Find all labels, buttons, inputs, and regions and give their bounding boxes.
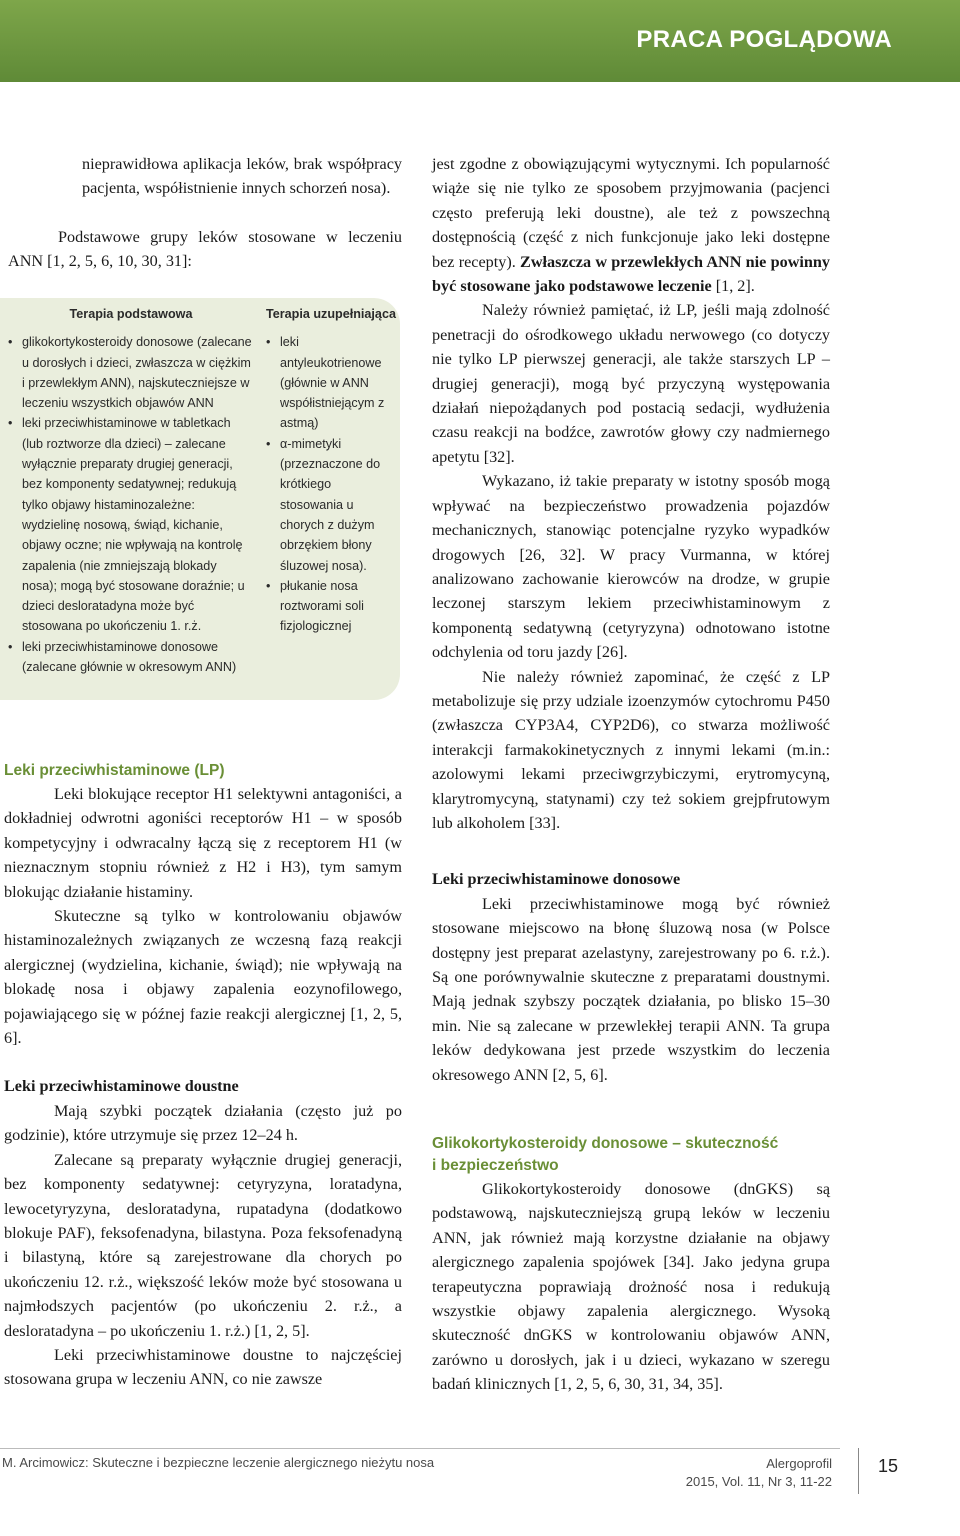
list-item: • α-mimetyki (przeznaczone do krótkiego stosowania u chorych z dużym obrzękiem błony śluzowej nosa).	[266, 434, 390, 576]
list-item: • glikokortykosteroidy donosowe (zalecane u dorosłych i dzieci, zwłaszcza w ciężkim i przewlekłym ANN), najskuteczniejsze w leczeniu wszystkich objawów ANN	[8, 332, 254, 413]
basic-therapy-list	[8, 332, 254, 677]
lp-paragraph-2: Skuteczne są tylko w kontrolowaniu objawów histaminozależnych związanych ze wczesną fazą reakcji alergicznej (wydzielina, kichanie, świąd); nie wpływają na blokadę nosa i objawy zapalenia eozynofilowego, pojawiającego się w późnej fazie reakcji alergicznej [1, 2, 5, 6].	[4, 907, 402, 1048]
gks-heading-line-2: i bezpieczeństwo	[432, 1157, 559, 1175]
left-column	[4, 760, 402, 1392]
right-paragraph-2: Należy również pamiętać, iż LP, jeśli mają zdolność penetracji do ośrodkowego układu nerwowego (co dotyczy nie tylko LP pierwszej generacji, ale także starszych LP – drugiej generacji), mogą być przyczyną występowania działań niepożądanych pod postacią sedacji, wydłużenia czasu reakcji na bodźce, zawrotów głowy czy nadmiernego apetytu [32].	[432, 301, 830, 466]
right-column	[432, 152, 830, 1397]
list-item: • leki przeciwhistaminowe donosowe (zalecane głównie w okresowym ANN)	[8, 637, 254, 678]
supplementary-therapy-heading: Terapia uzupełniająca	[266, 307, 396, 321]
gks-heading	[432, 1133, 830, 1177]
oral-paragraph-1: Mają szybki początek działania (często już po godzinie), które utrzymuje się przez 12–24 h.	[4, 1101, 402, 1145]
section-banner	[0, 0, 960, 82]
oral-paragraph-3: Leki przeciwhistaminowe doustne to najczęściej stosowana grupa w leczeniu ANN, co nie zawsze	[4, 1345, 402, 1389]
footer-divider	[858, 1448, 859, 1494]
page-footer	[0, 1448, 960, 1508]
lp-paragraph-1: Leki blokujące receptor H1 selektywni antagoniści, a dokładniej odwrotni agoniści receptorów H1 – w sposób kompetycyjny i odwracalny łączą się z receptorem H1 (w nieznacznym stopniu również z H2 i H3), tym samym blokując działanie histaminy.	[4, 785, 402, 901]
therapy-table-box	[0, 298, 400, 700]
nasal-paragraph: Leki przeciwhistaminowe mogą być również stosowane miejscowo na błonę śluzową nosa (w Polsce dostępny jest preparat azelastyny, zarejestrowany po 6. r.ż.). Są one porównywalnie skuteczne z preparatami doustnymi. Mają jednak szybszy początek działania, po blisko 15–30 min. Nie są zalecane w przewlekłej terapii ANN. Ta grupa leków dedykowana jest przede wszystkim do leczenia okresowego ANN [2, 5, 6].	[432, 894, 830, 1084]
page-number: 15	[878, 1456, 899, 1476]
journal-name: Alergoprofil	[766, 1456, 832, 1471]
intro-paragraph-2: Podstawowe grupy leków stosowane w leczeniu ANN [1, 2, 5, 6, 10, 30, 31]:	[8, 227, 402, 271]
right-paragraph-3: Wykazano, iż takie preparaty w istotny sposób mogą wpływać na bezpieczeństwo prowadzenia pojazdów mechanicznych, stanowiąc potencjalne ryzyko wypadków drogowych [26, 32]. W pracy Vurmanna, w której analizowano zachowanie kierowców na drodze, w grupie leczonej starszym lekiem przeciwhistaminowym z komponentą sedatywną (cetyryzyna) odnotowano istotne odchylenia od toru jazdy [26].	[432, 472, 830, 662]
nasal-heading: Leki przeciwhistaminowe donosowe	[432, 870, 681, 889]
basic-therapy-column	[8, 304, 254, 677]
oral-paragraph-2: Zalecane są preparaty wyłącznie drugiej generacji, bez komponenty sedatywnej: cetyryzyna, loratadyna, lewocetyryzyna, desloratadyna, rupatadyna (dodatkowo blokuje PAF), feksofenadyna, bilastyna. Poza feksofenadyną i bilastyną, które są zarejestrowane dla chorych po ukończeniu 12. r.ż., większość leków może być stosowana u najmłodszych pacjentów (po ukończeniu 2. r.ż., a desloratadyna – po ukończeniu 1. r.ż.) [1, 2, 5].	[4, 1150, 402, 1340]
oral-heading: Leki przeciwhistaminowe doustne	[4, 1077, 239, 1096]
left-intro	[8, 152, 402, 274]
lp-heading: Leki przeciwhistaminowe (LP)	[4, 762, 225, 779]
right-p1-text: jest zgodne z obowiązującymi wytycznymi. Ich popularność wiąże się nie tylko ze sposobem przyjmowania (pacjenci często preferują leki doustne), ale też z powszechną dostępnością (część z nich funkcjonuje jako leki dostępne bez recepty).	[432, 155, 830, 271]
gks-paragraph: Glikokortykosteroidy donosowe (dnGKS) są podstawową, najskuteczniejszą grupą leków w leczeniu ANN, jak również mają korzystne działanie na objawy alergicznego zapalenia spojówek [34]. Jako jedyna grupa terapeutyczna poprawiają drożność nosa i redukują wszystkie objawy zapalenia alergicznego. Wysoką skuteczność dnGKS w kontrolowaniu objawów ANN, zarówno u dorosłych, jak i u dzieci, wykazano w szeregu badań klinicznych [1, 2, 5, 6, 30, 31, 34, 35].	[432, 1180, 830, 1394]
right-paragraph-1	[432, 152, 830, 298]
list-item: • leki przeciwhistaminowe w tabletkach (lub roztworze dla dzieci) – zalecane wyłącznie preparaty drugiej generacji, bez komponenty sedatywnej; redukują tylko objawy histaminozależne: wydzielinę nosową, świąd, kichanie, objawy oczne; nie wpływają na kontrolę zapalenia (nie zmniejszają blokady nosa); mogą być stosowane doraźnie; u dzieci desloratadyna może być stosowana po ukończeniu 1. r.ż.	[8, 413, 254, 636]
right-p1-bold: Zwłaszcza w przewlekłych ANN nie powinny być stosowane jako podstawowe leczenie	[432, 252, 831, 296]
right-paragraph-4: Nie należy również zapominać, że część z LP metabolizuje się przy udziale izoenzymów cytochromu P450 (zwłaszcza CYP3A4, CYP2D6), co stwarza możliwość interakcji farmakokinetycznych z innymi lekami (m.in.: azolowymi lekami przeciwgrzybiczymi, erytromycyną, klarytromycyną, statynami) czy też sokiem grejpfrutowym lub alkoholem [33].	[432, 667, 830, 832]
list-item: • płukanie nosa roztworami soli fizjologicznej	[266, 576, 390, 637]
footer-rule	[0, 1448, 840, 1449]
supplementary-therapy-list	[266, 332, 390, 636]
journal-volume: 2015, Vol. 11, Nr 3, 11-22	[685, 1474, 832, 1489]
list-item: • leki antyleukotrienowe (głównie w ANN współistniejącym z astmą)	[266, 332, 390, 433]
gks-heading-line-1: Glikokortykosteroidy donosowe – skuteczność	[432, 1135, 779, 1153]
supplementary-therapy-column	[266, 304, 396, 637]
section-title: PRACA POGLĄDOWA	[636, 26, 892, 53]
journal-info	[686, 1455, 832, 1491]
article-citation: M. Arcimowicz: Skuteczne i bezpieczne leczenie alergicznego nieżytu nosa	[2, 1455, 435, 1470]
basic-therapy-heading: Terapia podstawowa	[69, 307, 193, 321]
intro-paragraph-1: nieprawidłowa aplikacja leków, brak współpracy pacjenta, współistnienie innych schorzeń nosa).	[82, 155, 402, 198]
right-p1-ref: [1, 2].	[711, 277, 755, 296]
